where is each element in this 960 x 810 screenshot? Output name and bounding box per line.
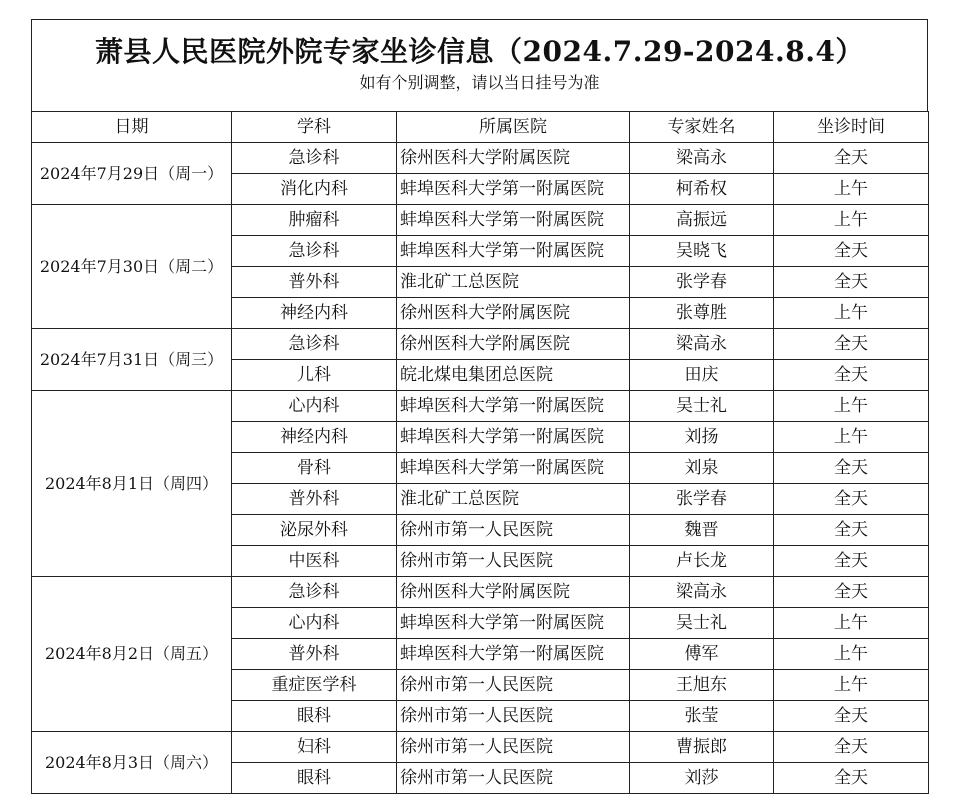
hospital-cell: 徐州市第一人民医院 — [397, 763, 630, 794]
department-cell: 泌尿外科 — [232, 515, 397, 546]
session-time-cell: 全天 — [774, 546, 929, 577]
expert-name-cell: 柯希权 — [630, 174, 774, 205]
expert-name-cell: 刘泉 — [630, 453, 774, 484]
session-time-cell: 上午 — [774, 422, 929, 453]
department-cell: 心内科 — [232, 608, 397, 639]
department-cell: 消化内科 — [232, 174, 397, 205]
hospital-cell: 蚌埠医科大学第一附属医院 — [397, 174, 630, 205]
department-cell: 急诊科 — [232, 577, 397, 608]
expert-name-cell: 吴士礼 — [630, 391, 774, 422]
table-row — [32, 143, 929, 174]
table-row — [32, 205, 929, 236]
expert-name-cell: 张莹 — [630, 701, 774, 732]
session-time-cell: 全天 — [774, 732, 929, 763]
expert-name-cell: 吴士礼 — [630, 608, 774, 639]
hospital-cell: 蚌埠医科大学第一附属医院 — [397, 422, 630, 453]
expert-name-cell: 梁高永 — [630, 143, 774, 174]
column-header-date: 日期 — [32, 112, 232, 143]
hospital-cell: 皖北煤电集团总医院 — [397, 360, 630, 391]
date-cell: 2024年7月29日（周一） — [32, 143, 232, 205]
session-time-cell: 上午 — [774, 174, 929, 205]
session-time-cell: 全天 — [774, 763, 929, 794]
column-header-time: 坐诊时间 — [774, 112, 929, 143]
hospital-cell: 徐州市第一人民医院 — [397, 701, 630, 732]
hospital-cell: 徐州市第一人民医院 — [397, 670, 630, 701]
expert-name-cell: 张学春 — [630, 267, 774, 298]
expert-name-cell: 吴晓飞 — [630, 236, 774, 267]
column-header-expert: 专家姓名 — [630, 112, 774, 143]
hospital-cell: 蚌埠医科大学第一附属医院 — [397, 205, 630, 236]
expert-name-cell: 魏晋 — [630, 515, 774, 546]
session-time-cell: 全天 — [774, 360, 929, 391]
date-cell: 2024年7月30日（周二） — [32, 205, 232, 329]
column-header-hospital: 所属医院 — [397, 112, 630, 143]
expert-name-cell: 梁高永 — [630, 577, 774, 608]
date-cell: 2024年8月1日（周四） — [32, 391, 232, 577]
department-cell: 急诊科 — [232, 329, 397, 360]
column-header-department: 学科 — [232, 112, 397, 143]
session-time-cell: 上午 — [774, 205, 929, 236]
session-time-cell: 全天 — [774, 453, 929, 484]
page-title: 萧县人民医院外院专家坐诊信息（2024.7.29-2024.8.4） — [95, 35, 864, 68]
schedule-sheet — [31, 19, 928, 794]
session-time-cell: 全天 — [774, 329, 929, 360]
sheet-header — [31, 19, 928, 111]
department-cell: 神经内科 — [232, 422, 397, 453]
expert-name-cell: 张尊胜 — [630, 298, 774, 329]
session-time-cell: 全天 — [774, 515, 929, 546]
hospital-cell: 徐州市第一人民医院 — [397, 546, 630, 577]
hospital-cell: 徐州医科大学附属医院 — [397, 577, 630, 608]
expert-name-cell: 梁高永 — [630, 329, 774, 360]
session-time-cell: 全天 — [774, 484, 929, 515]
hospital-cell: 蚌埠医科大学第一附属医院 — [397, 453, 630, 484]
expert-name-cell: 卢长龙 — [630, 546, 774, 577]
expert-name-cell: 张学春 — [630, 484, 774, 515]
department-cell: 普外科 — [232, 639, 397, 670]
table-body — [32, 143, 929, 794]
hospital-cell: 蚌埠医科大学第一附属医院 — [397, 236, 630, 267]
date-cell: 2024年7月31日（周三） — [32, 329, 232, 391]
hospital-cell: 徐州医科大学附属医院 — [397, 329, 630, 360]
schedule-table — [31, 111, 929, 794]
department-cell: 心内科 — [232, 391, 397, 422]
date-cell: 2024年8月2日（周五） — [32, 577, 232, 732]
date-cell: 2024年8月3日（周六） — [32, 732, 232, 794]
expert-name-cell: 高振远 — [630, 205, 774, 236]
department-cell: 普外科 — [232, 484, 397, 515]
department-cell: 神经内科 — [232, 298, 397, 329]
expert-name-cell: 曹振郎 — [630, 732, 774, 763]
hospital-cell: 淮北矿工总医院 — [397, 484, 630, 515]
department-cell: 儿科 — [232, 360, 397, 391]
hospital-cell: 蚌埠医科大学第一附属医院 — [397, 608, 630, 639]
department-cell: 重症医学科 — [232, 670, 397, 701]
department-cell: 普外科 — [232, 267, 397, 298]
session-time-cell: 全天 — [774, 577, 929, 608]
hospital-cell: 徐州市第一人民医院 — [397, 732, 630, 763]
table-row — [32, 577, 929, 608]
table-header-row — [32, 112, 929, 143]
department-cell: 中医科 — [232, 546, 397, 577]
expert-name-cell: 王旭东 — [630, 670, 774, 701]
hospital-cell: 徐州市第一人民医院 — [397, 515, 630, 546]
department-cell: 急诊科 — [232, 143, 397, 174]
session-time-cell: 上午 — [774, 639, 929, 670]
session-time-cell: 上午 — [774, 670, 929, 701]
session-time-cell: 全天 — [774, 267, 929, 298]
expert-name-cell: 刘莎 — [630, 763, 774, 794]
table-row — [32, 391, 929, 422]
session-time-cell: 全天 — [774, 236, 929, 267]
expert-name-cell: 刘扬 — [630, 422, 774, 453]
hospital-cell: 蚌埠医科大学第一附属医院 — [397, 639, 630, 670]
department-cell: 急诊科 — [232, 236, 397, 267]
department-cell: 妇科 — [232, 732, 397, 763]
department-cell: 骨科 — [232, 453, 397, 484]
hospital-cell: 淮北矿工总医院 — [397, 267, 630, 298]
hospital-cell: 徐州医科大学附属医院 — [397, 298, 630, 329]
session-time-cell: 上午 — [774, 391, 929, 422]
session-time-cell: 全天 — [774, 701, 929, 732]
department-cell: 眼科 — [232, 763, 397, 794]
expert-name-cell: 傅军 — [630, 639, 774, 670]
session-time-cell: 全天 — [774, 143, 929, 174]
table-row — [32, 732, 929, 763]
hospital-cell: 徐州医科大学附属医院 — [397, 143, 630, 174]
session-time-cell: 上午 — [774, 298, 929, 329]
table-row — [32, 329, 929, 360]
department-cell: 肿瘤科 — [232, 205, 397, 236]
hospital-cell: 蚌埠医科大学第一附属医院 — [397, 391, 630, 422]
department-cell: 眼科 — [232, 701, 397, 732]
session-time-cell: 上午 — [774, 608, 929, 639]
expert-name-cell: 田庆 — [630, 360, 774, 391]
page-subtitle: 如有个别调整，请以当日挂号为准 — [359, 73, 600, 92]
